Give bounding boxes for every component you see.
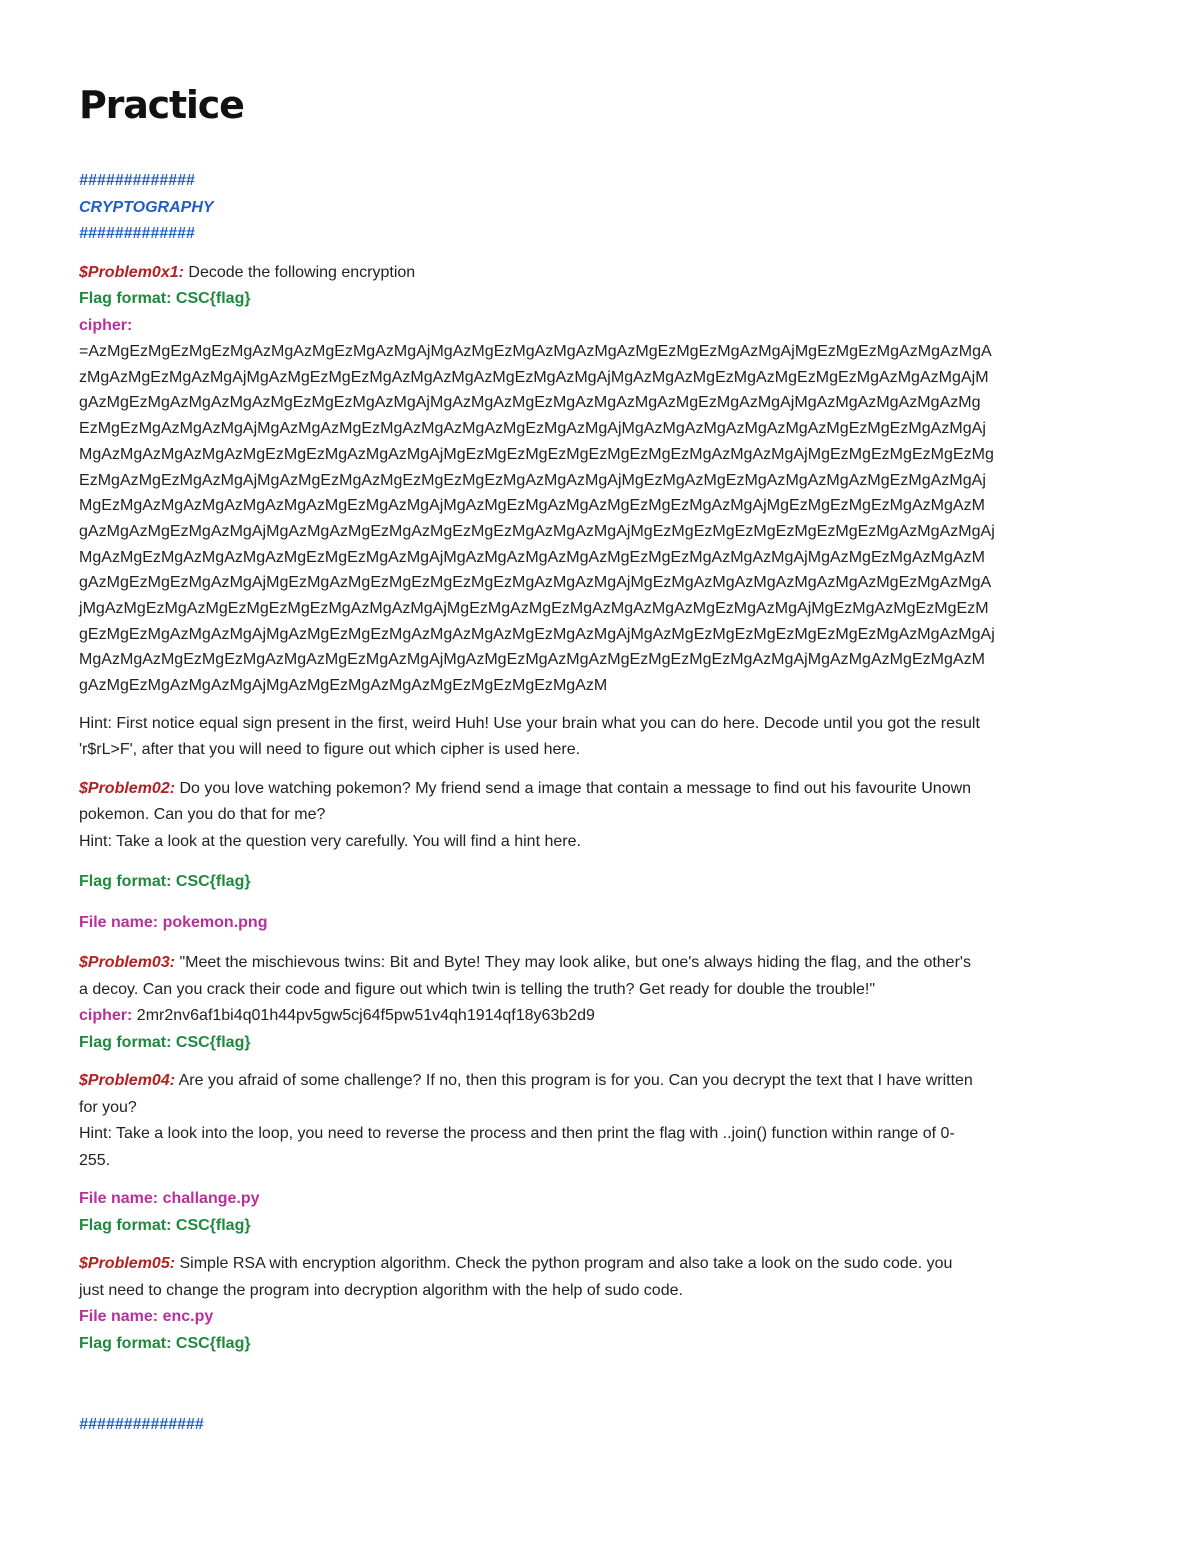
problem2-file-name: File name: pokemon.png (79, 913, 268, 931)
problem3-statement (79, 950, 1124, 977)
cipher-line: EzMgAzMgEzMgAzMgAjMgAzMgEzMgAzMgEzMgEzMgEzMgAzMgAzMgAjMgEzMgAzMgEzMgAzMgAzMgAzMgEzMgAzMgAj (79, 471, 986, 489)
problem5-flag-format: Flag format: CSC{flag} (79, 1334, 251, 1352)
problem3-label: $Problem03: (79, 954, 176, 972)
problem2-flag-format: Flag format: CSC{flag} (79, 873, 251, 891)
cipher-line: jMgAzMgEzMgAzMgEzMgEzMgEzMgAzMgAzMgAjMgEzMgAzMgEzMgAzMgAzMgAzMgEzMgAzMgAjMgEzMgAzMgEzMgEzM (79, 600, 989, 618)
section-hash-bottom: ############# (79, 225, 195, 242)
section-hash-top: ############# (79, 172, 195, 189)
problem1-hint-line2: 'r$rL>F', after that you will need to figure out which cipher is used here. (79, 741, 581, 759)
problem2-hint: Hint: Take a look at the question very carefully. You will find a hint here. (79, 832, 581, 850)
problem2-statement (79, 776, 1124, 803)
cipher-line: MgAzMgAzMgEzMgEzMgAzMgAzMgEzMgAzMgAjMgAzMgEzMgAzMgAzMgEzMgEzMgEzMgAzMgAjMgAzMgAzMgEzMgAzM (79, 651, 985, 669)
problem1-hint-line1: Hint: First notice equal sign present in the first, weird Huh! Use your brain what you can do here. Decode until you got the result (79, 714, 980, 732)
problem3-text-line1: "Meet the mischievous twins: Bit and Byte! They may look alike, but one's always hiding the flag, and the other's (175, 954, 971, 972)
footer-hash: ############## (79, 1416, 204, 1433)
problem4-text-line1: Are you afraid of some challenge? If no, then this program is for you. Can you decrypt the text that I have written (175, 1072, 973, 1090)
problem3-cipher-label: cipher: (79, 1007, 133, 1025)
problem1-statement (79, 260, 1124, 287)
problem2-text-line1: Do you love watching pokemon? My friend send a image that contain a message to find out his favourite Unown (175, 779, 972, 797)
cipher-line: EzMgEzMgAzMgAzMgAjMgAzMgAzMgEzMgAzMgAzMgAzMgEzMgAzMgAjMgAzMgAzMgAzMgAzMgAzMgEzMgEzMgAzMgAj (79, 420, 986, 438)
problem4-statement (79, 1068, 1124, 1095)
problem2-text-line2: pokemon. Can you do that for me? (79, 806, 326, 824)
cipher-line: =AzMgEzMgEzMgEzMgAzMgAzMgEzMgAzMgAjMgAzMgEzMgAzMgAzMgAzMgEzMgEzMgAzMgAjMgEzMgEzMgAzMgAzMgA (79, 343, 992, 360)
problem5-label: $Problem05: (79, 1255, 176, 1273)
cipher-line: gAzMgAzMgEzMgAzMgAjMgAzMgAzMgEzMgAzMgEzMgEzMgAzMgAzMgAjMgEzMgEzMgEzMgEzMgEzMgEzMgAzMgAzMgAj (79, 522, 995, 540)
problem5-text-line1: Simple RSA with encryption algorithm. Check the python program and also take a look on the sudo code. you (175, 1255, 953, 1273)
problem1-text: Decode the following encryption (183, 263, 416, 281)
problem3-flag-format: Flag format: CSC{flag} (79, 1033, 251, 1051)
problem4-flag-format: Flag format: CSC{flag} (79, 1216, 251, 1234)
problem4-hint-line2: 255. (79, 1151, 111, 1169)
document-page (79, 80, 1124, 1433)
problem5-text-line2: just need to change the program into decryption algorithm with the help of sudo code. (79, 1281, 683, 1299)
problem3-cipher (79, 1003, 1124, 1030)
cipher-line: gAzMgEzMgAzMgAzMgAjMgAzMgEzMgAzMgAzMgEzMgEzMgEzMgAzM (79, 677, 608, 695)
problem3-cipher-value: 2mr2nv6af1bi4q01h44pv5gw5cj64f5pw51v4qh1914qf18y63b2d9 (132, 1007, 595, 1025)
cipher-line: MgAzMgAzMgAzMgAzMgEzMgEzMgAzMgAzMgAjMgEzMgEzMgEzMgEzMgEzMgEzMgAzMgAzMgAjMgEzMgEzMgEzMgEzMg (79, 445, 994, 463)
problem1-cipher-label: cipher: (79, 316, 133, 334)
cipher-line: gAzMgEzMgAzMgAzMgAzMgEzMgEzMgAzMgAjMgAzMgAzMgEzMgAzMgAzMgAzMgEzMgAzMgAjMgAzMgAzMgAzMgAzMg (79, 394, 981, 412)
problem2-label: $Problem02: (79, 779, 176, 797)
problem4-text-line2: for you? (79, 1098, 137, 1116)
problem5-file-name: File name: enc.py (79, 1308, 214, 1326)
problem4-hint-line1: Hint: Take a look into the loop, you need to reverse the process and then print the flag with ..join() function within range of 0- (79, 1125, 955, 1143)
cipher-line: gAzMgEzMgEzMgAzMgAjMgEzMgAzMgEzMgEzMgEzMgEzMgAzMgAzMgAjMgEzMgAzMgAzMgAzMgAzMgAzMgEzMgAzMgA (79, 574, 992, 592)
section-heading: CRYPTOGRAPHY (79, 198, 214, 216)
problem4-file-name: File name: challange.py (79, 1190, 260, 1208)
problem1-flag-format: Flag format: CSC{flag} (79, 290, 251, 307)
cipher-line: gEzMgEzMgAzMgAzMgAjMgAzMgEzMgEzMgAzMgAzMgAzMgEzMgAzMgAjMgAzMgEzMgEzMgEzMgEzMgEzMgAzMgAzMgAj (79, 625, 995, 643)
problem4-label: $Problem04: (79, 1072, 176, 1090)
cipher-line: zMgAzMgEzMgAzMgAjMgAzMgEzMgEzMgAzMgAzMgAzMgEzMgAzMgAjMgAzMgAzMgEzMgAzMgEzMgEzMgAzMgAzMgAjM (79, 368, 989, 386)
problem5-statement (79, 1251, 1124, 1278)
cipher-line: MgEzMgAzMgAzMgAzMgAzMgAzMgEzMgAzMgAjMgAzMgEzMgAzMgAzMgEzMgEzMgAzMgAjMgEzMgEzMgEzMgAzMgAzM (79, 497, 985, 515)
problem1-label: $Problem0x1: (79, 263, 184, 281)
problem1-cipher-block (79, 339, 1124, 699)
problem3-text-line2: a decoy. Can you crack their code and figure out which twin is telling the truth? Get ready for double the trouble!" (79, 980, 876, 998)
cipher-line: MgAzMgEzMgAzMgAzMgAzMgEzMgEzMgAzMgAjMgAzMgAzMgAzMgAzMgEzMgEzMgAzMgAzMgAjMgAzMgEzMgAzMgAzM (79, 548, 985, 566)
page-title: Practice (79, 83, 244, 127)
